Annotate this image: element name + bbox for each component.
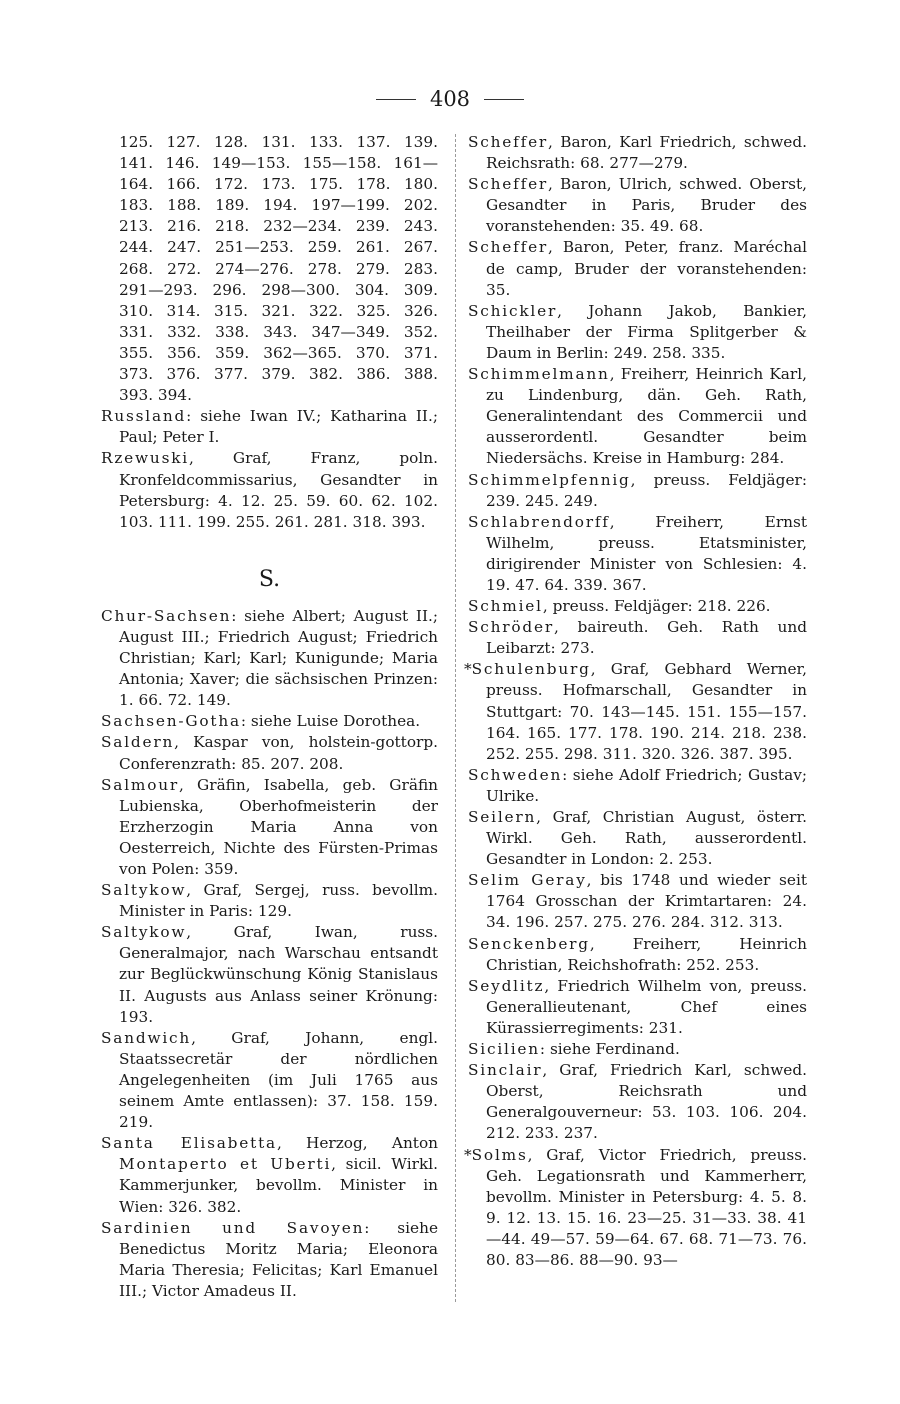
entry-text: , Graf, Christian August, österr. Wirkl. Geh. Rath, ausserordentl. Gesandter in London: 2. 253. [486,808,807,869]
entry-name: Scheffer [468,238,549,257]
entry-name: Seilern [468,808,537,826]
index-entry [101,1133,438,1217]
index-entry [468,237,807,300]
index-entry [468,132,807,174]
page-reference-line: 393. 394. [119,386,192,405]
header-rule-right [484,99,524,100]
entry-name: Saldern [101,733,175,752]
entry-text: , Baron, Ulrich, schwed. Oberst, Gesandter in Paris, Bruder des voranstehenden: 35. 49. 68. [486,175,807,236]
page-reference-line: 310. 314. 315. 321. 322. 325. 326. [119,301,438,320]
index-entry [468,364,807,469]
index-entry [101,880,438,922]
entry-name: Seydlitz [468,976,545,995]
entries-after-section [101,606,438,1302]
entry-text: , Graf, Iwan, russ. Generalmajor, nach Warschau entsandt zur Beglückwünschung König Stanislaus II. Augusts aus Anlass seiner Krönung: 193. [119,923,438,1026]
entry-name: Sachsen-Gotha [101,712,241,731]
index-entry [468,596,807,617]
entry-name: Schweden [468,765,563,784]
index-entry [464,1145,807,1272]
index-entry [101,732,438,774]
entry-name: Russland [101,407,187,426]
header-rule-left [376,99,416,100]
entry-text: : siehe Ferdinand. [539,1040,680,1059]
entry-name: Santa Elisabetta [101,1134,277,1153]
entry-text: , preuss. Feldjäger: 239. 245. 249. [486,470,807,510]
page-header [0,84,900,114]
index-entry [468,934,807,976]
entry-text: , baireuth. Geh. Rath und Leibarzt: 273. [486,618,807,658]
entry-star: * [464,660,472,679]
entry-name: Chur-Sachsen [101,606,232,625]
entry-text: : siehe Benedictus Moritz Maria; Eleonora Maria Theresia; Felicitas; Karl Emanuel III.; Victor Amadeus II. [119,1218,439,1300]
index-entry [101,711,438,732]
entry-name: Saltykow [101,923,187,942]
page-reference-line: 141. 146. 149—153. 155—158. 161— [119,154,438,173]
entry-text: , Herzog, Anton [276,1134,438,1153]
entry-text: , Gräfin, Isabella, geb. Gräfin Lubienska, Oberhofmeisterin der Erzherzogin Maria Anna von Oesterreich, Nichte des Fürsten-Primas von Polen: 359. [119,775,438,878]
index-entry [101,606,438,711]
index-entry [468,301,807,364]
entry-text: , Baron, Karl Friedrich, schwed. Reichsrath: 68. 277—279. [486,133,807,173]
entry-text: , Graf, Sergej, russ. bevollm. Minister in Paris: 129. [119,881,438,921]
entry-name: Sardinien und Savoyen [101,1218,365,1237]
entry-name: Sicilien [468,1040,540,1059]
entry-text: : siehe Adolf Friedrich; Gustav; Ulrike. [486,765,807,805]
entry-text: , Freiherr, Heinrich Christian, Reichshofrath: 252. 253. [486,934,807,974]
entry-name: Scheffer [468,133,549,151]
entry-text: , Johann Jakob, Bankier, Theilhaber der Firma Splitgerber & Daum in Berlin: 249. 258. 335. [486,301,807,362]
entry-text: , Baron, Peter, franz. Maréchal de camp, Bruder der voranstehenden: 35. [486,238,807,299]
entry-text: , preuss. Feldjäger: 218. 226. [542,597,771,616]
entry-name: Schlabrendorff [468,512,610,531]
entry-name-secondary: Montaperto et Uberti [119,1155,332,1174]
index-entry [468,1039,807,1060]
entry-text: , Graf, Franz, poln. Kronfeldcommissarius, Gesandter in Petersburg: 4. 12. 25. 59. 60. 62. 102. 103. 111. 199. 255. 261. 281. 318. 393. [119,449,438,531]
entry-text: , Graf, Johann, engl. Staatssecretär der nördlichen Angelegenheiten (im Juli 1765 aus seinem Amte entlassen): 37. 158. 159. 219. [119,1028,438,1132]
entry-star: * [464,1145,472,1164]
page-reference-line: 291—293. 296. 298—300. 304. 309. [119,280,438,299]
entry-name: Senckenberg [468,934,590,953]
index-entry [464,659,807,764]
index-entry [101,1028,438,1133]
page-number: 408 [429,87,471,111]
entry-text: : siehe Luise Dorothea. [240,712,421,731]
entry-text: , bis 1748 und wieder seit 1764 Grosschan der Krimtartaren: 24. 34. 196. 257. 275. 276. 284. 312. 313. [486,871,807,932]
entry-text: , Friedrich Wilhelm von, preuss. Generallieutenant, Chef eines Kürassierregiments: 231. [486,976,807,1037]
index-entry [101,922,438,1027]
right-entries [464,132,807,1271]
entry-name: Schulenburg [471,660,591,679]
entry-name: Saltykow [101,881,187,900]
index-entry [468,174,807,237]
index-entry [101,775,438,880]
index-entry [468,807,807,870]
page-reference-line: 331. 332. 338. 343. 347—349. 352. [119,322,438,341]
entry-name: Scheffer [468,175,549,194]
page-reference-line: 244. 247. 251—253. 259. 261. 267. [119,238,438,257]
index-entry [101,448,438,532]
left-column [101,132,438,1302]
index-entry [468,512,807,596]
index-entry [101,1218,438,1302]
entry-text: , Freiherr, Ernst Wilhelm, preuss. Etatsminister, dirigirender Minister von Schlesien: 4. 19. 47. 64. 339. 367. [486,512,807,594]
index-entry [468,470,807,512]
index-entry [468,617,807,659]
entry-text: , Graf, Victor Friedrich, preuss. Geh. Legationsrath und Kammerherr, bevollm. Minister in Petersburg: 4. 5. 8. 9. 12. 13. 15. 16. 23—25. 31—33. 38. 41—44. 49—57. 59—64. 67. 68. 71—73. 76. 80. 83—86. 88—90. 93— [486,1145,807,1269]
page-reference-line: 183. 188. 189. 194. 197—199. 202. [119,196,438,215]
section-letter: S. [258,566,281,592]
index-entry [468,765,807,807]
right-column [464,132,807,1271]
entry-name: Sinclair [468,1061,543,1080]
entry-name: Schimmelpfennig [468,470,631,489]
entry-text: , Graf, Gebhard Werner, preuss. Hofmarschall, Gesandter in Stuttgart: 70. 143—145. 151. 155—157. 164. 165. 177. 178. 190. 214. 218. 238. 252. 255. 298. 311. 320. 326. 387. 395. [486,660,807,763]
entry-name: Sandwich [101,1028,192,1047]
page-reference-line: 125. 127. 128. 131. 133. 137. 139. [119,133,438,151]
entry-text: , Freiherr, Heinrich Karl, zu Lindenburg, dän. Geh. Rath, Generalintendant des Commercii und ausserordentl. Gesandter beim Niedersächs. Kreise in Hamburg: 284. [486,365,807,468]
entry-name: Schickler [468,301,558,320]
page-reference-line: 268. 272. 274—276. 278. 279. 283. [119,259,438,278]
page-reference-line: 373. 376. 377. 379. 382. 386. 388. [119,365,438,384]
column-divider [455,134,456,1302]
entry-name: Salmour [101,775,179,794]
entry-text: , Graf, Friedrich Karl, schwed. Oberst, Reichsrath und Generalgouverneur: 53. 103. 106. 204. 212. 233. 237. [486,1061,807,1143]
continuation-numbers [101,132,438,406]
page-reference-line: 355. 356. 359. 362—365. 370. 371. [119,343,438,362]
entry-text: : siehe Iwan IV.; Katharina II.; Paul; Peter I. [119,407,438,447]
entry-name: Rzewuski [101,449,189,468]
entry-text: : siehe Albert; August II.; August III.; Friedrich August; Friedrich Christian; Karl; Karl; Kunigunde; Maria Antonia; Xaver; die sächsischen Prinzen: 1. 66. 72. 149. [119,606,438,710]
index-entry [101,406,438,448]
entry-name: Selim Geray [468,871,587,890]
entry-text: , Kaspar von, holstein-gottorp. Conferenzrath: 85. 207. 208. [119,733,438,773]
entry-name: Schröder [468,618,554,637]
entries-before-section [101,406,438,533]
page-reference-line: 213. 216. 218. 232—234. 239. 243. [119,217,438,236]
entry-name: Schimmelmann [468,365,610,384]
index-entry [468,870,807,933]
entry-name: Schmiel [468,597,543,616]
entry-name: Solms [471,1145,528,1164]
page-reference-line: 164. 166. 172. 173. 175. 178. 180. [119,175,438,194]
entry-text-secondary: , sicil. Wirkl. Kammerjunker, bevollm. Minister in Wien: 326. 382. [119,1155,438,1216]
index-entry [468,976,807,1039]
index-entry [468,1060,807,1144]
